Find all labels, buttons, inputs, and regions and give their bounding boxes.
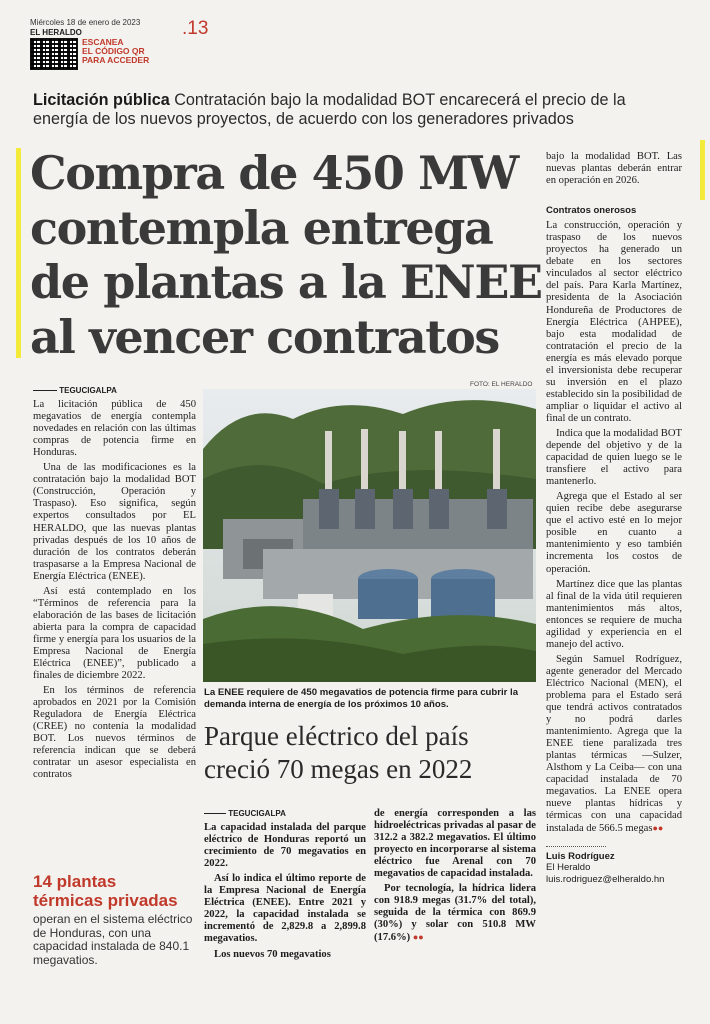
paragraph: Agrega que el Estado al ser quien recibe debe asegurarse que el activo esté en lo mejor posible en cuanto a mantenimiento y eso también incrementa los costos de operación. xyxy=(546,491,682,575)
paragraph: La construcción, operación y traspaso de los nuevos proyectos ha generado un debate en los sectores vinculados al sector eléctrico del país. Para Karla Martínez, presidenta de la Asociación Hondureña de Productores de Energía Eléctrica (AHPEE), bajo esta modalidad de contratación el precio de la energía es más elevado porque el inversionista debe recuperar su inversión en el plazo establecido sin la posibilidad de ampliar o liquidar el activo al final de un contrato. xyxy=(546,220,682,424)
paragraph: Según Samuel Rodríguez, agente generador del Mercado Eléctrico Nacional (MEN), el problema para el Estado será que tendrá activos contratados y no podrá darles mantenimiento. Agrega que la ENEE tiene paralizada tres plantas térmicas —Sulzer, Alsthom y La Ceiba— con una capacidad instalada de 70 megavatios. La ENEE opera nueve plantas hídricas y térmicas con una capacidad instalada de 566.5 megas●● xyxy=(546,653,682,835)
headline-line: creció 70 megas en 2022 xyxy=(204,754,473,784)
right-column xyxy=(546,151,682,885)
dateline: TEGUCIGALPA xyxy=(33,385,196,397)
paper-name: EL HERALDO xyxy=(30,28,82,37)
qr-code[interactable] xyxy=(30,38,78,70)
paragraph: Así está contemplado en los “Términos de referencia para la elaboración de las bases de licitación abierta para la compra de capacidad firme y energía para los usuarios de la Empresa Nacional de Energía Eléctrica (ENEE)”, publicado a finales de diciembre 2022. xyxy=(33,585,196,682)
paragraph: de energía corresponden a las hidroeléctricas privadas al pasar de 312.2 a 382.2 megavatios. El último proyecto en incorporarse al sistema eléctrico fue Arenal con 70 megavatios de capacidad instalada. xyxy=(374,808,536,880)
author-name: Luis Rodríguez xyxy=(546,850,615,862)
paragraph: Los nuevos 70 megavatios xyxy=(214,948,331,960)
factbox-title: 14 plantas térmicas privadas xyxy=(33,872,178,910)
headline-line: al vencer contratos xyxy=(30,309,499,364)
secondary-column-2 xyxy=(374,808,536,945)
issue-date: Miércoles 18 de enero de 2023 xyxy=(30,18,141,27)
qr-cta-line: ESCANEA xyxy=(82,37,124,47)
paragraph: Así lo indica el último reporte de la Empresa Nacional de Energía Eléctrica (ENEE). Entre 2021 y 2022, la capacidad instalada se incrementó de 2,829.8 a 2,899.8 megavatios. xyxy=(204,873,366,945)
paragraph: Por tecnología, la hídrica lidera con 918.9 megas (31.7% del total), seguida de la térmica con 869.9 (30%) y solar con 510.8 MW (17.6%) ●● xyxy=(374,883,536,944)
left-column xyxy=(33,385,196,782)
paragraph: bajo la modalidad BOT. Las nuevas plantas deberán entrar en operación en 2026. xyxy=(546,151,682,187)
qr-cta-line: EL CÓDIGO QR xyxy=(82,46,145,56)
deck-text: Contratación bajo la modalidad BOT encarecerá el precio de la energía de los nuevos proyectos, de acuerdo con los generadores privados xyxy=(33,91,626,128)
paragraph: En los términos de referencia aprobados en 2021 por la Comisión Reguladora de Energía Eléctrica (CREE) no contenía la modalidad BOT. Los nuevos términos de referencia indican que se deberá contratar un asesor especialista en contratos xyxy=(33,685,196,781)
secondary-headline xyxy=(204,720,544,786)
photo-caption: La ENEE requiere de 450 megavatios de potencia firme para cubrir la demanda interna de energía de los próximos 10 años. xyxy=(204,687,519,710)
paragraph: La licitación pública de 450 megavatios de energía contempla novedades en relación con las últimas compras de potencia firme en Honduras. xyxy=(33,399,196,459)
headline-line: Compra de 450 MW xyxy=(30,146,518,200)
author-outlet: El Heraldo xyxy=(546,862,591,874)
byline xyxy=(546,846,606,847)
paragraph: Martínez dice que las plantas al final de la vida útil requieren mantenimientos más altos, entonces se requiere de mucha agilidad y experiencia en el manejo del activo. xyxy=(546,578,682,650)
headline xyxy=(30,146,540,364)
headline-line: Parque eléctrico del país xyxy=(204,721,469,751)
highlight-mark xyxy=(16,148,21,358)
paragraph: Una de las modificaciones es la contratación bajo la modalidad BOT (Construcción, Operación y Traspaso). Eso significa, según expertos consultados por EL HERALDO, que las nuevas plantas privadas después de los 10 años de duración de los contratos deberán traspasarse a la Empresa Nacional de Energía Eléctrica (ENEE). xyxy=(33,462,196,582)
highlight-mark xyxy=(700,140,705,200)
deck-section: Licitación pública xyxy=(33,91,170,109)
photo-credit: FOTO: EL HERALDO xyxy=(470,381,533,388)
secondary-column-1 xyxy=(204,808,366,961)
page-number: .13 xyxy=(182,18,209,39)
power-plant-photo xyxy=(203,389,536,682)
factbox xyxy=(33,872,198,967)
author-email[interactable]: luis.rodriguez@elheraldo.hn xyxy=(546,873,665,885)
subhead: Contratos onerosos xyxy=(546,205,637,217)
paragraph: Indica que la modalidad BOT depende del objetivo y de la capacidad de quien luego se le transfiere el activo para mantenerlo. xyxy=(546,427,682,488)
deck xyxy=(33,91,683,129)
headline-line: de plantas a la ENEE xyxy=(30,255,542,309)
headline-line: contempla entrega xyxy=(30,200,493,255)
dateline: TEGUCIGALPA xyxy=(204,808,366,820)
factbox-text: operan en el sistema eléctrico de Honduras, con una capacidad instalada de 840.1 megavatios. xyxy=(33,912,193,967)
qr-cta-line: PARA ACCEDER xyxy=(82,55,150,65)
end-mark-icon: ●● xyxy=(412,932,424,943)
paragraph: La capacidad instalada del parque eléctrico de Honduras reportó un crecimiento de 70 megavatios en 2022. xyxy=(204,822,366,870)
end-mark-icon: ●● xyxy=(652,823,664,834)
